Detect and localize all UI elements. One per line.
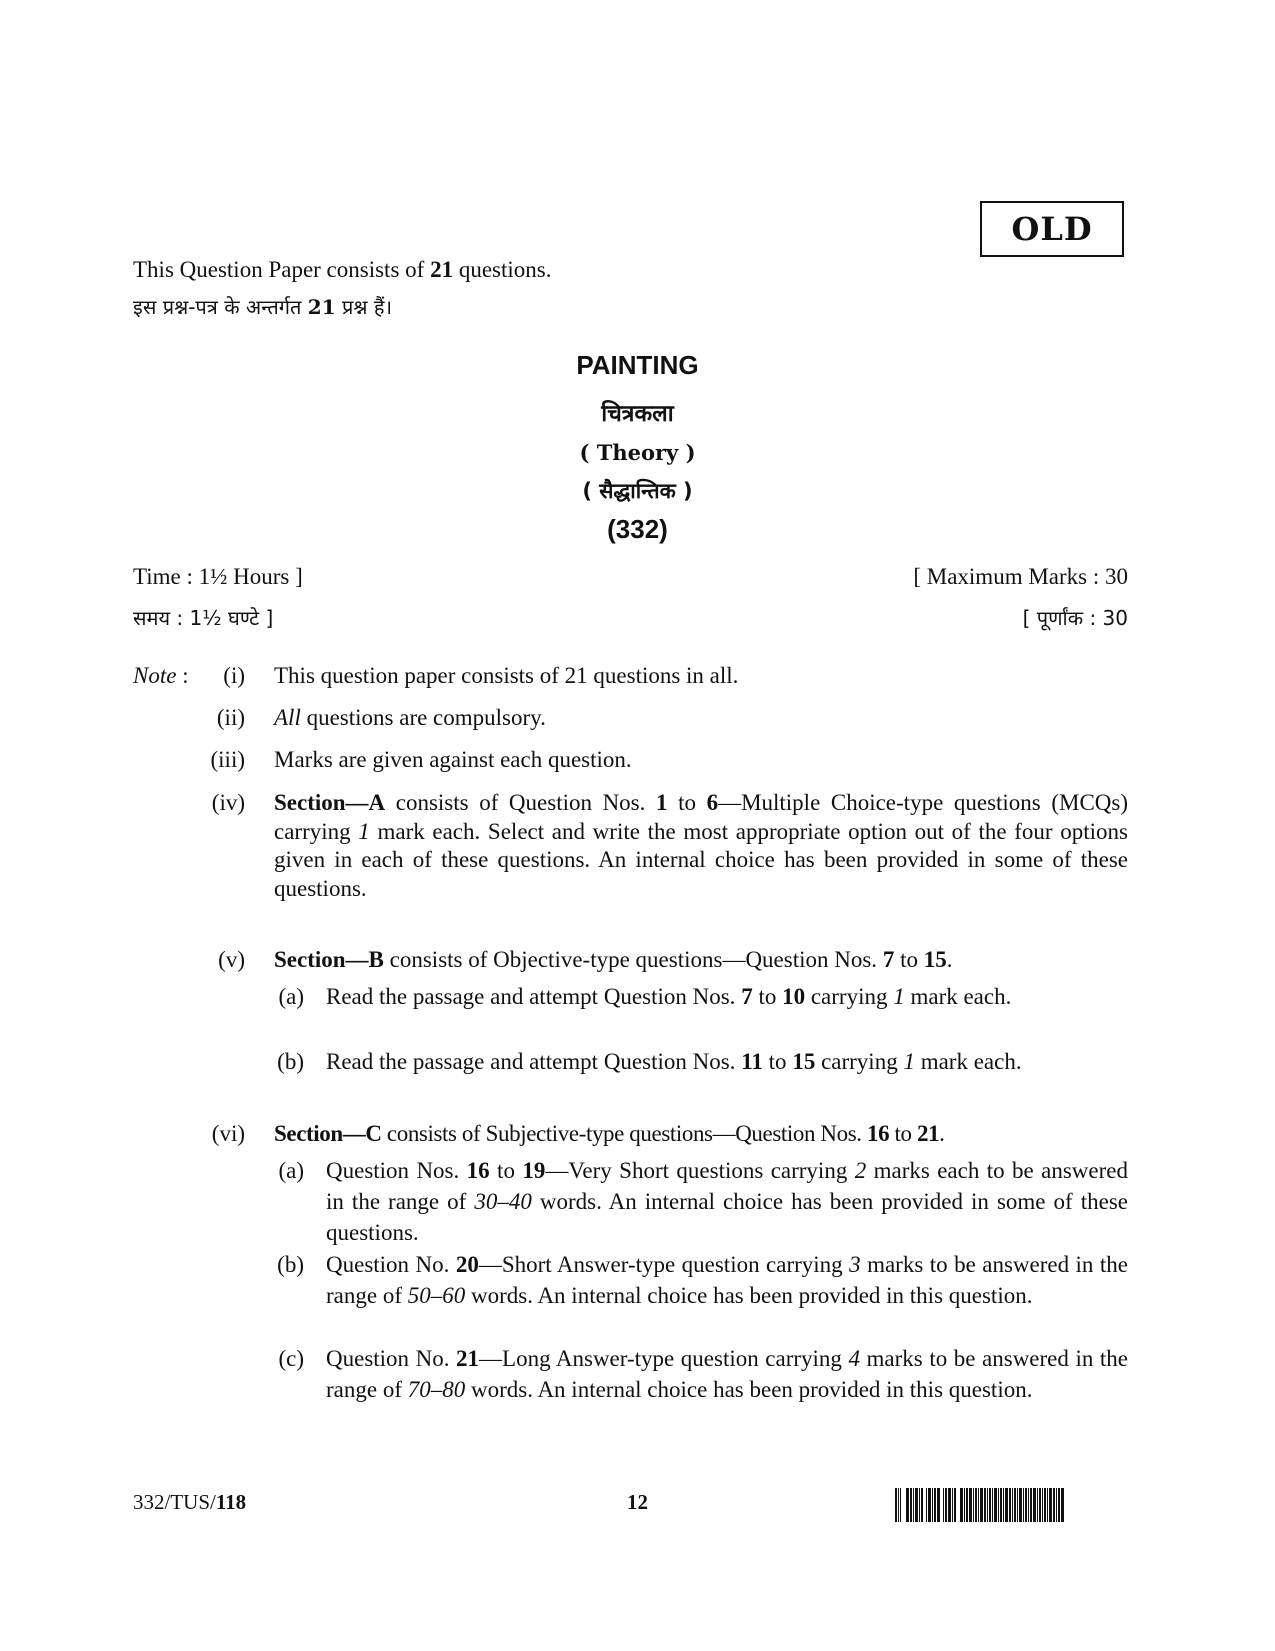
sub-item-text: Read the passage and attempt Question Nos. 11 to 15 carrying 1 mark each.: [326, 1049, 1022, 1074]
sub-item-number: (b): [277, 1049, 304, 1074]
sub-item-text: Read the passage and attempt Question Nos. 7 to 10 carrying 1 mark each.: [326, 984, 1012, 1009]
max-marks-en: [ Maximum Marks : 30: [913, 564, 1128, 589]
note-item-number: (vi): [211, 1121, 245, 1146]
question-count-hi: इस प्रश्न-पत्र के अन्तर्गत 21 प्रश्न हैं।: [133, 295, 393, 319]
note-item-text: Marks are given against each question.: [274, 747, 632, 772]
note-item-text: All questions are compulsory.: [274, 705, 546, 730]
sub-item-number: (a): [278, 984, 304, 1009]
note-item-number: (i): [223, 663, 245, 688]
note-item-text: Section—B consists of Objective-type questions—Question Nos. 7 to 15.: [274, 947, 953, 972]
note-item-text: This question paper consists of 21 questions in all.: [274, 663, 739, 688]
sub-item-text: Question No. 20—Short Answer-type question carrying 3 marks to be answered in the range of 50–60 words. An internal choice has been provided in this question.: [326, 1252, 1128, 1308]
note-item-number: (v): [218, 947, 245, 972]
note-item-text: Section—A consists of Question Nos. 1 to 6—Multiple Choice-type questions (MCQs) carrying 1 mark each. Select and write the most appropriate option out of the four options given in each of these questions. An internal choice has been provided in some of these questions.: [274, 790, 1129, 901]
note-item-number: (ii): [216, 705, 245, 730]
sub-item-text: Question No. 21—Long Answer-type question carrying 4 marks to be answered in the range of 70–80 words. An internal choice has been provided in this question.: [326, 1346, 1128, 1402]
subject-title-hi: चित्रकला: [601, 401, 674, 427]
sub-item-number: (b): [277, 1252, 304, 1277]
time-en: Time : 1½ Hours ]: [133, 564, 303, 589]
paper-code: 332/TUS/118: [133, 1490, 247, 1514]
old-badge: [980, 201, 1124, 257]
subject-code: (332): [607, 514, 668, 544]
sub-item-number: (c): [278, 1346, 304, 1371]
time-hi: समय : 1½ घण्टे ]: [133, 606, 274, 630]
subject-title-en: PAINTING: [576, 350, 699, 380]
max-marks-hi: [ पूर्णांक : 30: [1022, 606, 1128, 630]
note-item-number: (iii): [210, 747, 245, 772]
paper-type-en: ( Theory ): [579, 440, 696, 465]
note-item-number: (iv): [211, 790, 245, 815]
barcode-icon: [895, 1488, 1125, 1522]
old-badge-text: OLD: [1011, 210, 1093, 248]
paper-type-hi: ( सैद्धान्तिक ): [582, 479, 693, 503]
page-number: 12: [627, 1490, 648, 1514]
note-item-text: Section—C consists of Subjective-type questions—Question Nos. 16 to 21.: [274, 1121, 945, 1146]
sub-item-text: Question Nos. 16 to 19—Very Short questions carrying 2 marks each to be answered in the range of 30–40 words. An internal choice has been provided in some of these questions.: [326, 1158, 1128, 1245]
question-count-en: This Question Paper consists of 21 questions.: [133, 257, 552, 282]
sub-item-number: (a): [278, 1158, 304, 1183]
note-label: Note :: [133, 663, 189, 688]
